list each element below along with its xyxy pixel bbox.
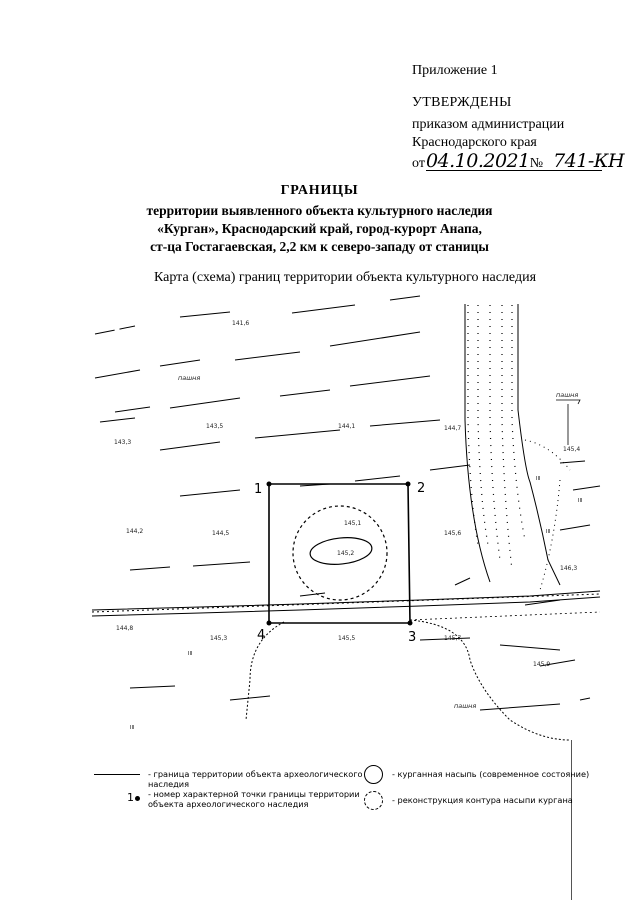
land-label-leader [556,400,580,445]
boundary-map [0,290,639,760]
order-date: 04.10.2021 [425,150,530,172]
point-2-label: 2 [417,481,426,496]
point-3-label: 3 [408,630,417,645]
elevation-label: 144,5 [212,530,230,537]
legend [0,765,639,845]
legend-mound-swatch [364,765,383,784]
elevation-label: 145,4 [563,446,581,453]
order-no-sign: № [529,156,544,171]
subtitle-line-2: «Курган», Краснодарский край, город-курорт Анапа, [157,221,482,236]
order-date-line [412,152,624,172]
elevation-label: 145,6 [444,530,462,537]
order-number: 741-КН [553,150,625,172]
field-track-edge [410,620,570,740]
elevation-label: 143,5 [206,423,224,430]
land-label: пашня [454,702,477,710]
elevation-label: 145,2 [337,550,355,557]
order-line-2: Краснодарского края [412,135,537,150]
elevation-label: 141,6 [232,320,250,327]
point-3-marker [408,621,413,626]
order-reference [412,116,624,172]
document-heading: ГРАНИЦЫ [280,183,359,198]
legend-reconstruction-text: - реконструкция контура насыпи кургана [392,795,573,805]
elevation-label: 144,2 [126,528,144,535]
point-4-marker [267,621,272,626]
legend-boundary-text: - граница территории объекта археологического наследия [148,769,363,789]
elevation-label: 144,7 [444,425,462,432]
legend-reconstruction-swatch [364,791,383,810]
map-caption: Карта (схема) границ территории объекта культурного наследия [153,270,537,285]
terrain-contours [95,296,600,710]
subtitle-line-1: территории выявленного объекта культурного наследия [146,203,493,218]
elevation-label: 145,3 [210,635,228,642]
elevation-label: 146,3 [560,565,578,572]
land-label: пашня [178,374,201,382]
elevation-label: 145,5 [338,635,356,642]
order-underline [426,170,602,171]
misc-mark: III [578,498,583,504]
misc-mark: III [536,476,541,482]
appendix-label: Приложение 1 [412,63,498,78]
elevation-label: 145,9 [533,661,551,668]
misc-mark: III [130,725,135,731]
legend-boundary-swatch [94,774,140,775]
subtitle-line-3: ст-ца Гостагаевская, 2,2 км к северо-западу от станицы [150,239,489,254]
point-4-label: 4 [257,628,266,643]
elevation-label: 144,1 [338,423,356,430]
legend-point-sample [127,791,140,804]
point-2-marker [406,482,411,487]
misc-mark: III [546,529,551,535]
order-from: от [412,156,425,171]
legend-point-text: - номер характерной точки границы территории объекта археологического наследия [148,789,360,809]
legend-mound-text: - курганная насыпь (современное состояние) [392,769,590,779]
point-1-marker [267,482,272,487]
order-line-1: приказом администрации [412,117,565,132]
approved-label: УТВЕРЖДЕНЫ [412,95,512,110]
elevation-label: 144,8 [116,625,134,632]
main-road [92,591,600,620]
document-subtitle [0,202,639,256]
land-label: пашня [556,391,579,399]
elevation-label: 145,7 [444,635,462,642]
legend-point-number: 1 [127,791,134,804]
dirt-road [465,304,570,590]
point-1-label: 1 [254,482,263,497]
elevation-label: 145,1 [344,520,362,527]
legend-point-dot [135,796,140,801]
misc-mark: III [188,651,193,657]
elevation-label: 143,3 [114,439,132,446]
